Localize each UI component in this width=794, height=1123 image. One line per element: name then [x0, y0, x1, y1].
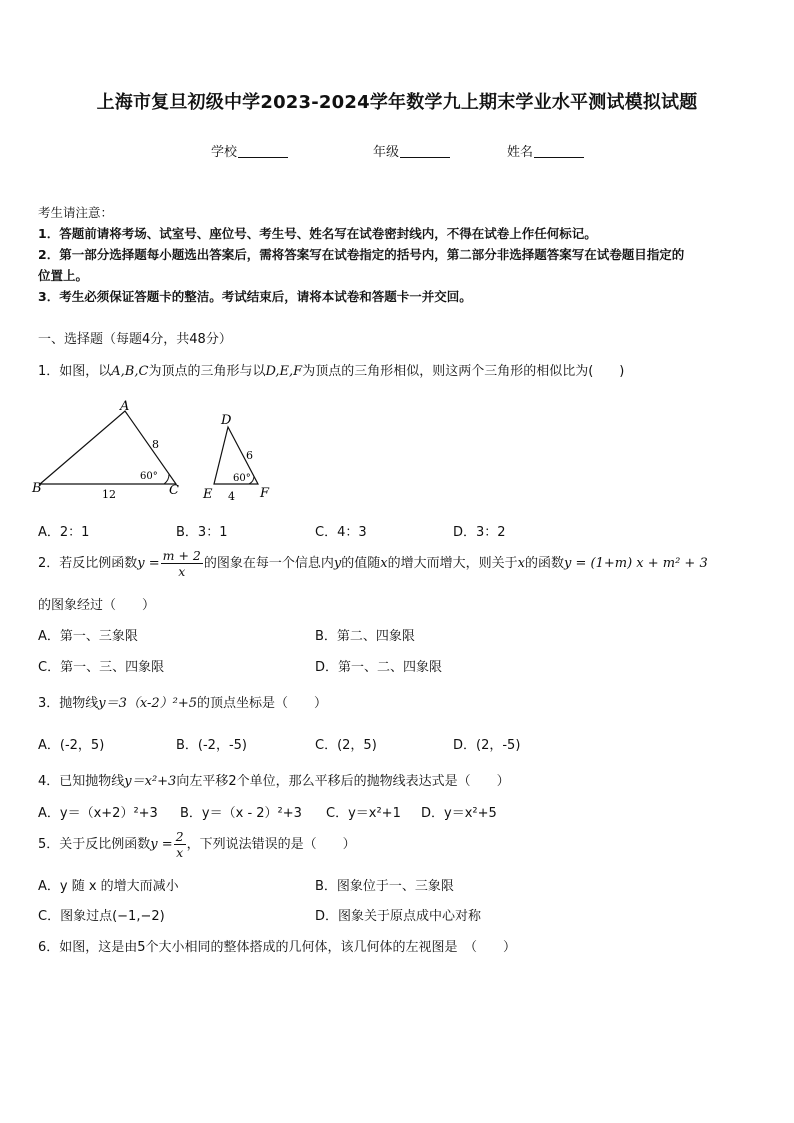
q3-option-a[interactable]: A．(-2，5)	[38, 738, 105, 753]
q2-mid4: 的函数	[524, 556, 564, 571]
q5-option-b[interactable]: B．图象位于一、三象限	[315, 879, 454, 894]
q2-func2: y = (1+m) x + m² + 3	[564, 556, 708, 571]
q4-post: 向左平移2个单位，那么平移后的抛物线表达式是（ ）	[176, 774, 510, 789]
page-title: 上海市复旦初级中学2023-2024学年数学九上期末学业水平测试模拟试题	[96, 92, 698, 113]
angle-f-label: 60°	[233, 473, 251, 484]
q5-option-c[interactable]: C．图象过点(−1,−2)	[38, 909, 165, 924]
q3-post: 的顶点坐标是（ ）	[197, 696, 328, 711]
grade-field[interactable]	[373, 141, 450, 160]
q4-option-a[interactable]: A．y＝（x+2）²+3	[38, 806, 158, 821]
q1-option-c[interactable]: C．4：3	[315, 525, 367, 540]
q5-frac-num: 2	[175, 829, 184, 844]
q2-var-x: x	[380, 556, 388, 571]
q4-option-b[interactable]: B．y＝（x - 2）²+3	[180, 806, 302, 821]
q5-post: ，下列说法错误的是（ ）	[186, 837, 356, 852]
q2-mid1: 的图象在每一个信息内	[203, 556, 334, 571]
q1-option-a[interactable]: A．2：1	[38, 525, 90, 540]
q1-triangle-figure	[30, 396, 290, 506]
question-5	[38, 829, 356, 860]
notice-heading: 考生请注意：	[38, 205, 114, 220]
q2-fraction	[161, 548, 203, 579]
q1-vars-def: D,E,F	[265, 364, 303, 379]
label-d: D	[221, 413, 232, 428]
name-label: 姓名	[507, 145, 534, 160]
school-blank[interactable]	[238, 144, 288, 158]
school-field[interactable]	[211, 141, 288, 160]
q1-option-d[interactable]: D．3：2	[453, 525, 506, 540]
section-heading: 一、选择题（每题4分，共48分）	[38, 332, 232, 347]
q2-mid3: 的增大而增大，则关于	[387, 556, 518, 571]
label-f: F	[260, 486, 270, 501]
angle-c-label: 60°	[140, 471, 158, 482]
q2-var-y: y	[333, 556, 342, 571]
q2-var-x2: x	[517, 556, 525, 571]
q3-expr: y＝3（x-2）²+5	[98, 696, 198, 711]
q5-func-lhs: y =	[150, 837, 173, 852]
grade-label: 年级	[373, 145, 400, 160]
q3-option-c[interactable]: C．(2，5)	[315, 738, 377, 753]
q5-frac-den: x	[176, 845, 184, 860]
q5-option-a[interactable]: A．y 随 x 的增大而减小	[38, 879, 179, 894]
school-label: 学校	[211, 145, 238, 160]
name-field[interactable]	[507, 141, 584, 160]
q1-pre: 1．如图，以	[38, 364, 112, 379]
q2-option-c[interactable]: C．第一、三、四象限	[38, 660, 165, 675]
side-bc-label: 12	[102, 488, 116, 501]
question-2	[38, 548, 708, 579]
q2-func-lhs: y =	[137, 556, 160, 571]
notice-item-2-cont: 位置上。	[38, 268, 89, 283]
label-a: A	[120, 399, 130, 414]
q1-post: 为顶点的三角形相似，则这两个三角形的相似比为( )	[302, 364, 625, 379]
q3-option-b[interactable]: B．(-2，-5)	[176, 738, 247, 753]
notice-item-2: 2．第一部分选择题每小题选出答案后，需将答案写在试卷指定的括号内，第二部分非选择题答案写在试卷题目指定的	[38, 247, 685, 262]
q2-frac-den: x	[178, 564, 186, 579]
q5-option-d[interactable]: D．图象关于原点成中心对称	[315, 909, 482, 924]
q3-option-d[interactable]: D．(2，-5)	[453, 738, 521, 753]
q1-mid: 为顶点的三角形与以	[148, 364, 266, 379]
q2-option-a[interactable]: A．第一、三象限	[38, 629, 138, 644]
q2-option-d[interactable]: D．第一、二、四象限	[315, 660, 443, 675]
q5-fraction	[174, 829, 186, 860]
notice-item-3: 3．考生必须保证答题卡的整洁。考试结束后，请将本试卷和答题卡一并交回。	[38, 289, 472, 304]
q1-option-b[interactable]: B．3：1	[176, 525, 228, 540]
q2-line2: 的图象经过（ ）	[38, 598, 156, 613]
name-blank[interactable]	[534, 144, 584, 158]
question-1	[38, 360, 624, 379]
question-4	[38, 770, 510, 789]
side-df-label: 6	[246, 449, 253, 462]
label-e: E	[203, 487, 213, 502]
q2-frac-num: m + 2	[162, 548, 201, 563]
q5-pre: 5．关于反比例函数	[38, 837, 151, 852]
q2-pre: 2．若反比例函数	[38, 556, 138, 571]
q4-expr: y＝x²+3	[124, 774, 177, 789]
question-6: 6．如图，这是由5个大小相同的整体搭成的几何体，该几何体的左视图是 （ ）	[38, 940, 517, 955]
side-ac-label: 8	[152, 438, 159, 451]
q2-option-b[interactable]: B．第二、四象限	[315, 629, 415, 644]
q4-option-d[interactable]: D．y＝x²+5	[421, 806, 497, 821]
q4-pre: 4．已知抛物线	[38, 774, 125, 789]
q3-pre: 3．抛物线	[38, 696, 99, 711]
q2-mid2: 的值随	[341, 556, 381, 571]
side-ef-label: 4	[228, 490, 235, 503]
q4-option-c[interactable]: C．y＝x²+1	[326, 806, 401, 821]
label-b: B	[32, 481, 42, 496]
question-3	[38, 692, 327, 711]
q1-vars-abc: A,B,C	[111, 364, 149, 379]
notice-item-1: 1．答题前请将考场、试室号、座位号、考生号、姓名写在试卷密封线内，不得在试卷上作任何标记。	[38, 226, 597, 241]
grade-blank[interactable]	[400, 144, 450, 158]
label-c: C	[169, 483, 179, 498]
